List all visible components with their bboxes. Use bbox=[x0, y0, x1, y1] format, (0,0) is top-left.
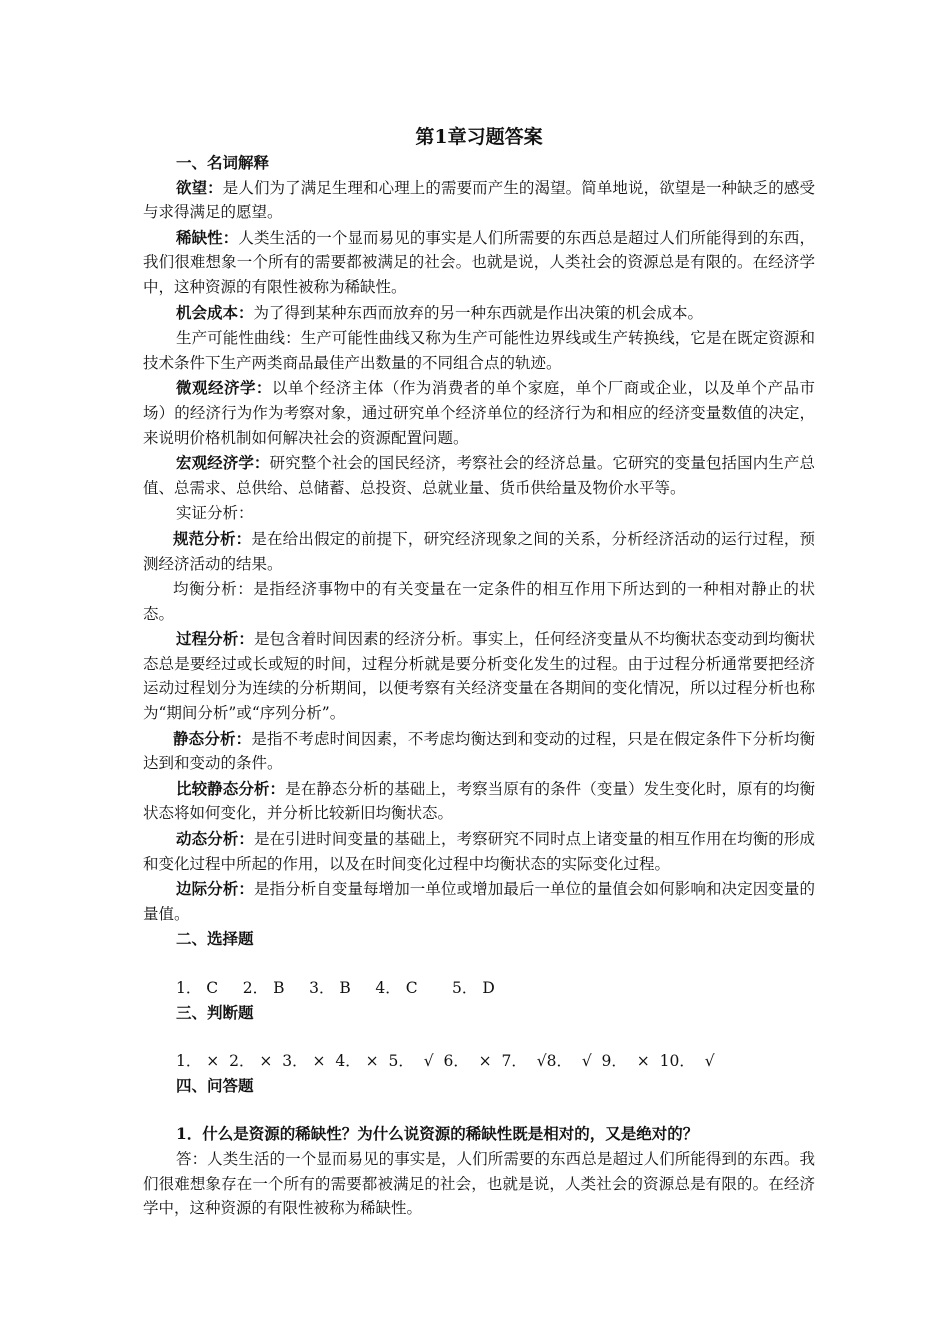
term-paragraph bbox=[143, 226, 815, 300]
term-definition: 是指经济事物中的有关变量在一定条件的相互作用下所达到的一种相对静止的状态。 bbox=[143, 580, 815, 623]
section-heading-qa: 四、问答题 bbox=[176, 1075, 254, 1095]
term-definition: 是包含着时间因素的经济分析。事实上，任何经济变量从不均衡状态变动到均衡状态总是要经过或长或短的时间，过程分析就是要分析变化发生的过程。由于过程分析通常要把经济运动过程划分为连续的分析期间，以便考察有关经济变量在各期间的变化情况，所以过程分析也称为“期间分析”或“序列分析”。 bbox=[143, 630, 815, 723]
term-paragraph bbox=[143, 577, 815, 626]
term-definition: 是指不考虑时间因素，不考虑均衡达到和变动的过程，只是在假定条件下分析均衡达到和变动的条件。 bbox=[143, 729, 815, 773]
term-label: 边际分析： bbox=[176, 879, 254, 899]
term-label: 微观经济学： bbox=[176, 378, 272, 398]
term-label: 机会成本： bbox=[176, 302, 254, 322]
term-label: 比较静态分析： bbox=[176, 778, 286, 798]
term-label: 稀缺性： bbox=[176, 227, 239, 247]
term-paragraph bbox=[143, 527, 815, 576]
term-paragraph bbox=[143, 827, 815, 876]
term-definition: 以单个经济主体（作为消费者的单个家庭，单个厂商或企业，以及单个产品市场）的经济行为作为考察对象，通过研究单个经济单位的经济行为和相应的经济变量数值的决定，来说明价格机制如何解决社会的资源配置问题。 bbox=[143, 379, 815, 447]
term-label: 规范分析： bbox=[173, 528, 252, 548]
term-definition: 研究整个社会的国民经济，考察社会的经济总量。它研究的变量包括国内生产总值、总需求、总供给、总储蓄、总投资、总就业量、货币供给量及物价水平等。 bbox=[143, 454, 815, 497]
term-definition: 是在给出假定的前提下，研究经济现象之间的关系，分析经济活动的运行过程，预测经济活动的结果。 bbox=[143, 529, 815, 573]
term-definition: 是在引进时间变量的基础上，考察研究不同时点上诸变量的相互作用在均衡的形成和变化过程中所起的作用，以及在时间变化过程中均衡状态的实际变化过程。 bbox=[143, 830, 815, 873]
page-title: 第1章习题答案 bbox=[415, 126, 543, 148]
term-definition: 生产可能性曲线又称为生产可能性边界线或生产转换线，它是在既定资源和技术条件下生产两类商品最佳产出数量的不同组合点的轨迹。 bbox=[143, 329, 815, 372]
term-paragraph bbox=[143, 627, 815, 725]
section-heading-terms: 一、名词解释 bbox=[176, 153, 270, 172]
term-label: 均衡分析： bbox=[173, 580, 254, 599]
judge-answers: 1． × 2． × 3． × 4． × 5． √ 6． × 7． √8． √ 9． × 10． √ bbox=[176, 1052, 715, 1071]
term-paragraph bbox=[143, 727, 815, 776]
term-label: 过程分析： bbox=[176, 629, 254, 649]
term-paragraph bbox=[143, 301, 815, 326]
answer-1: 答：人类生活的一个显而易见的事实是，人们所需要的东西总是超过人们所能得到的东西。我们很难想象存在一个所有的需要都被满足的社会，也就是说，人类社会的资源总是有限的。在经济学中，这种资源的有限性被称为稀缺性。 bbox=[143, 1149, 815, 1218]
term-paragraph bbox=[143, 451, 815, 500]
term-paragraph bbox=[143, 501, 815, 526]
term-label: 宏观经济学： bbox=[176, 453, 270, 473]
choice-answers: 1． C 2． B 3． B 4． C 5． D bbox=[176, 979, 495, 997]
term-label: 实证分析： bbox=[176, 504, 254, 523]
term-definition: 是人们为了满足生理和心理上的需要而产生的渴望。简单地说，欲望是一种缺乏的感受与求得满足的愿望。 bbox=[143, 178, 815, 222]
term-paragraph bbox=[143, 777, 815, 826]
section-heading-judge: 三、判断题 bbox=[176, 1002, 254, 1022]
term-paragraph bbox=[143, 376, 815, 450]
term-label: 静态分析： bbox=[173, 728, 252, 748]
term-definition: 是在静态分析的基础上，考察当原有的条件（变量）发生变化时，原有的均衡状态将如何变化，并分析比较新旧均衡状态。 bbox=[143, 779, 815, 823]
term-paragraph bbox=[143, 326, 815, 375]
question-1: 1．什么是资源的稀缺性？为什么说资源的稀缺性既是相对的，又是绝对的？ bbox=[176, 1124, 699, 1144]
term-label: 生产可能性曲线： bbox=[176, 329, 301, 348]
term-definition: 为了得到某种东西而放弃的另一种东西就是作出决策的机会成本。 bbox=[253, 303, 704, 322]
term-paragraph bbox=[143, 176, 815, 225]
section-heading-choice: 二、选择题 bbox=[176, 929, 254, 949]
term-definition: 人类生活的一个显而易见的事实是人们所需要的东西总是超过人们所能得到的东西，我们很难想象一个所有的需要都被满足的社会。也就是说，人类社会的资源总是有限的。在经济学中，这种资源的有限性被称为稀缺性。 bbox=[143, 228, 815, 296]
term-label: 欲望： bbox=[176, 177, 223, 197]
term-label: 动态分析： bbox=[176, 829, 254, 849]
document-body bbox=[143, 123, 815, 1222]
term-definition: 是指分析自变量每增加一单位或增加最后一单位的量值会如何影响和决定因变量的量值。 bbox=[143, 880, 815, 923]
term-paragraph bbox=[143, 877, 815, 926]
